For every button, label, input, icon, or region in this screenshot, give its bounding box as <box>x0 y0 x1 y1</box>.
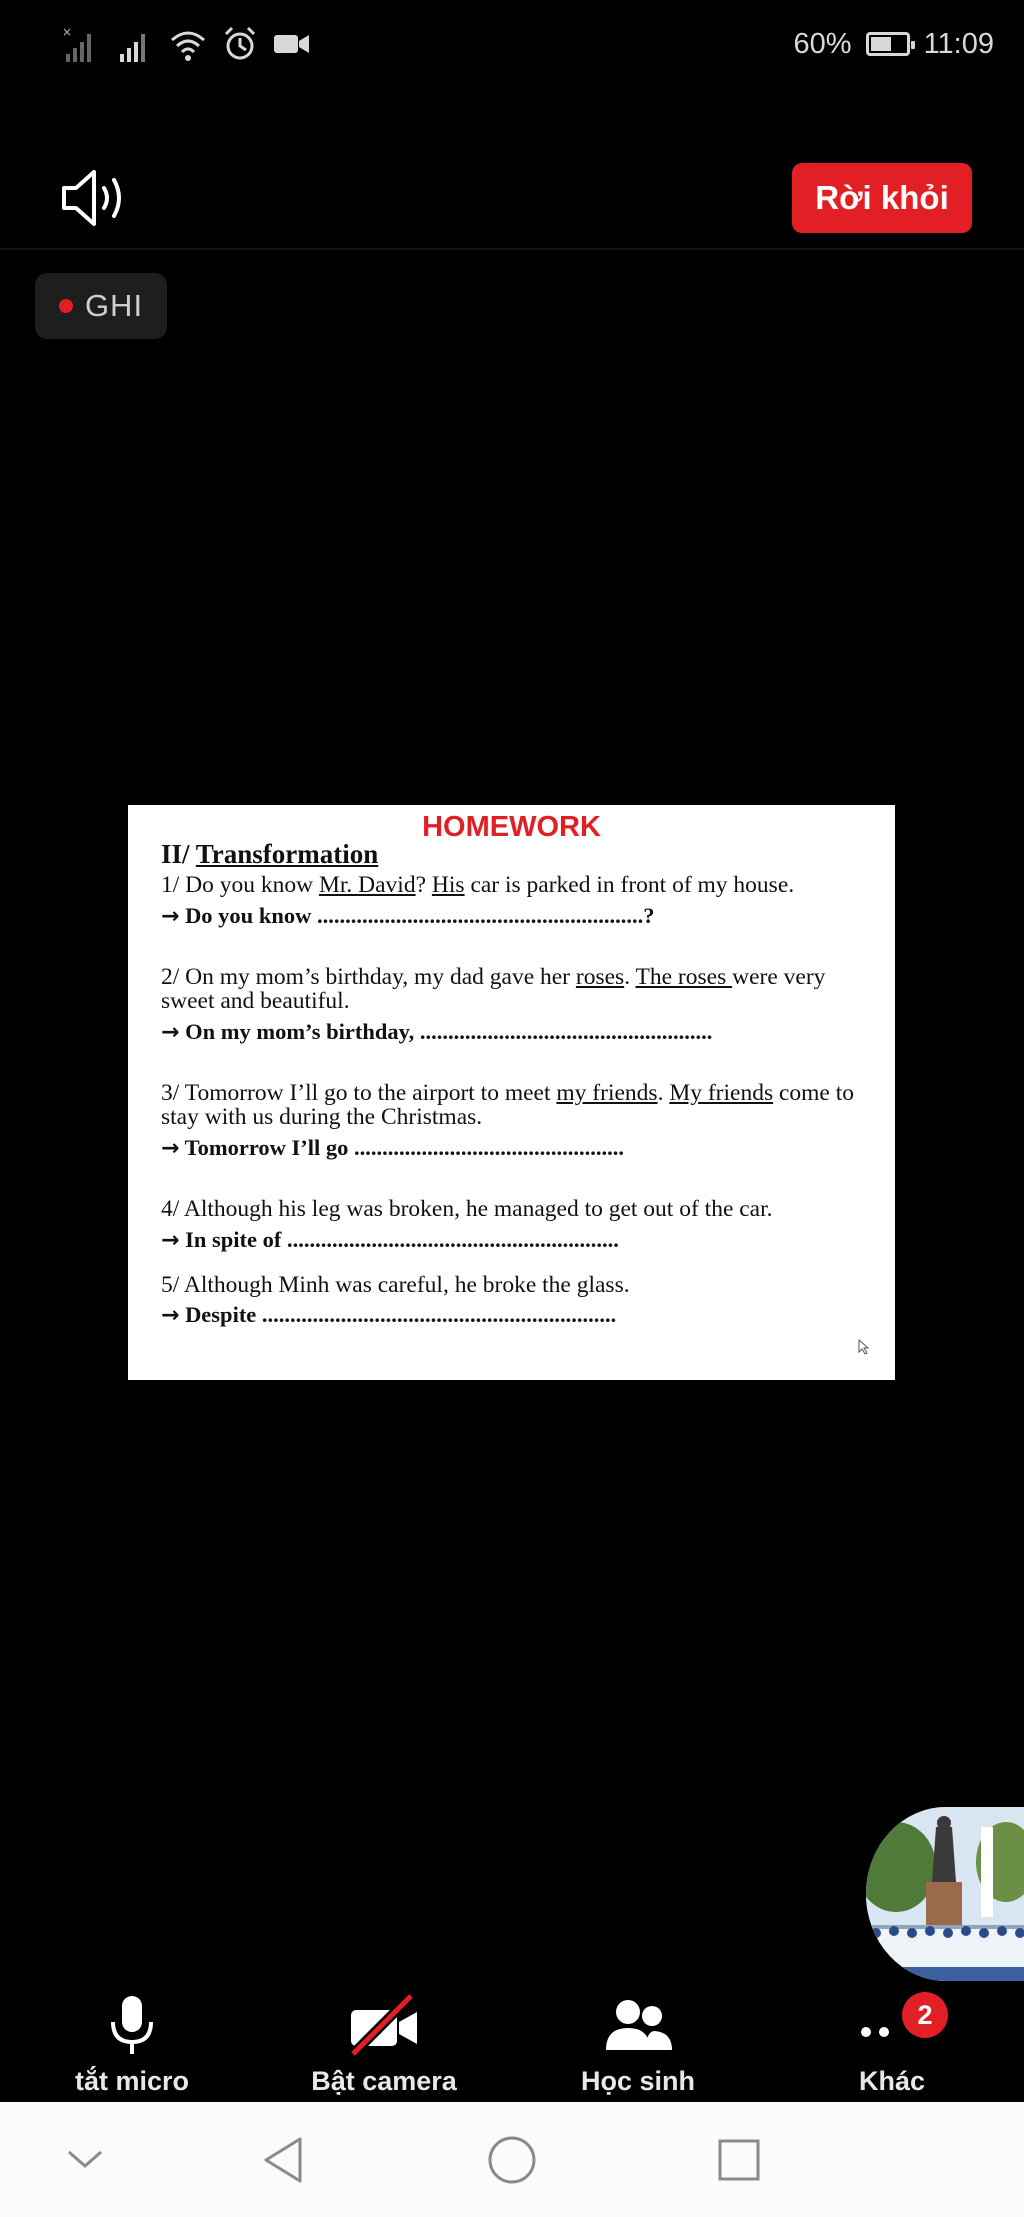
exercise-answer-3 <box>161 1135 881 1161</box>
video-call-icon <box>272 24 312 64</box>
speaker-icon <box>60 166 134 230</box>
exercise-question-5: 5/ Although Minh was careful, he broke the glass. <box>161 1272 630 1298</box>
camera-off-icon <box>347 1994 421 2058</box>
microphone-icon <box>107 1994 157 2058</box>
underlined-text: His <box>431 872 465 898</box>
svg-text:×: × <box>62 25 73 39</box>
question-text: . <box>657 1080 670 1106</box>
question-text: car is parked in front of my house. <box>464 872 795 898</box>
system-nav-bar <box>0 2102 1024 2217</box>
underlined-text: My friends <box>669 1080 774 1106</box>
exercise-question-1 <box>161 873 861 897</box>
section-title: Transformation <box>195 839 379 869</box>
question-text: 2/ On my mom’s birthday, my dad gave her <box>161 964 576 990</box>
nav-collapse-button[interactable] <box>55 2132 115 2188</box>
battery-percent: 60% <box>793 27 852 60</box>
battery-icon <box>866 32 910 56</box>
students-label: Học sinh <box>580 2066 695 2096</box>
arrow-icon: → <box>161 1228 180 1253</box>
arrow-icon: → <box>161 1303 180 1328</box>
students-button[interactable] <box>548 1982 728 2102</box>
record-dot-icon <box>59 299 73 313</box>
pointer-cursor-icon <box>857 1338 871 1356</box>
nav-back-button[interactable] <box>253 2132 313 2188</box>
chevron-down-icon <box>65 2148 105 2172</box>
leave-button[interactable]: Rời khỏi <box>792 163 972 233</box>
section-heading <box>161 839 378 870</box>
top-divider <box>0 248 1024 250</box>
no-signal-icon <box>60 24 100 64</box>
underlined-text: my friends <box>556 1080 658 1106</box>
start-camera-label: Bật camera <box>311 2066 457 2096</box>
nav-recents-button[interactable] <box>709 2132 769 2188</box>
status-bar <box>0 0 1024 88</box>
participant-video-thumbnail[interactable] <box>866 1807 1024 1981</box>
exercise-answer-1 <box>161 903 881 929</box>
clock: 11:09 <box>923 27 994 60</box>
group-photo-image <box>866 1807 1024 1981</box>
answer-text: Despite ............................................................... <box>185 1302 617 1327</box>
question-text: 1/ Do you know <box>161 872 319 898</box>
status-icons-right <box>794 22 994 66</box>
answer-text: Tomorrow I’ll go ................................................ <box>184 1135 625 1160</box>
mute-mic-button[interactable] <box>42 1982 222 2102</box>
signal-icon <box>114 24 154 64</box>
exercise-answer-2 <box>161 1019 881 1045</box>
section-number: II/ <box>161 839 190 869</box>
wifi-icon <box>168 24 208 64</box>
exercise-question-4: 4/ Although his leg was broken, he managed to get out of the car. <box>161 1196 773 1222</box>
answer-text: In spite of ........................................................... <box>185 1227 619 1252</box>
more-button[interactable] <box>802 1982 982 2102</box>
answer-text: Do you know ..........................................................? <box>185 903 655 928</box>
mute-mic-label: tắt micro <box>74 2066 190 2096</box>
notification-badge: 2 <box>902 1992 948 2038</box>
shared-slide <box>128 805 895 1380</box>
meeting-toolbar <box>0 1982 1024 2102</box>
speaker-button[interactable] <box>60 166 134 230</box>
status-icons-left <box>60 22 312 66</box>
record-label: GHI <box>84 288 144 323</box>
participants-icon <box>602 1994 674 2058</box>
exercise-answer-4 <box>161 1227 881 1253</box>
nav-home-button[interactable] <box>482 2132 542 2188</box>
alarm-icon <box>222 24 258 64</box>
underlined-text: The roses <box>635 964 733 990</box>
home-circle-icon <box>486 2134 538 2186</box>
underlined-text: Mr. David <box>318 872 416 898</box>
question-text: come to stay with us during the Christmas. <box>161 1080 855 1130</box>
more-label: Khác <box>858 2066 926 2096</box>
arrow-icon: → <box>161 904 180 929</box>
exercise-question-3 <box>161 1081 861 1129</box>
exercise-question-2 <box>161 965 861 1013</box>
question-text: were very sweet and beautiful. <box>161 964 826 1014</box>
start-camera-button[interactable] <box>294 1982 474 2102</box>
underlined-text: roses <box>575 964 625 990</box>
recents-square-icon <box>716 2137 762 2183</box>
back-triangle-icon <box>260 2135 306 2185</box>
battery-level <box>871 37 891 51</box>
question-text: . <box>624 964 636 990</box>
record-indicator[interactable] <box>35 273 167 339</box>
arrow-icon: → <box>161 1020 180 1045</box>
arrow-icon: → <box>161 1136 180 1161</box>
answer-text: On my mom’s birthday, .................................................... <box>185 1019 713 1044</box>
question-text: 3/ Tomorrow I’ll go to the airport to meet <box>161 1080 557 1106</box>
slide-title: HOMEWORK <box>422 811 601 843</box>
exercise-answer-5 <box>161 1302 881 1328</box>
question-text: ? <box>415 872 432 898</box>
